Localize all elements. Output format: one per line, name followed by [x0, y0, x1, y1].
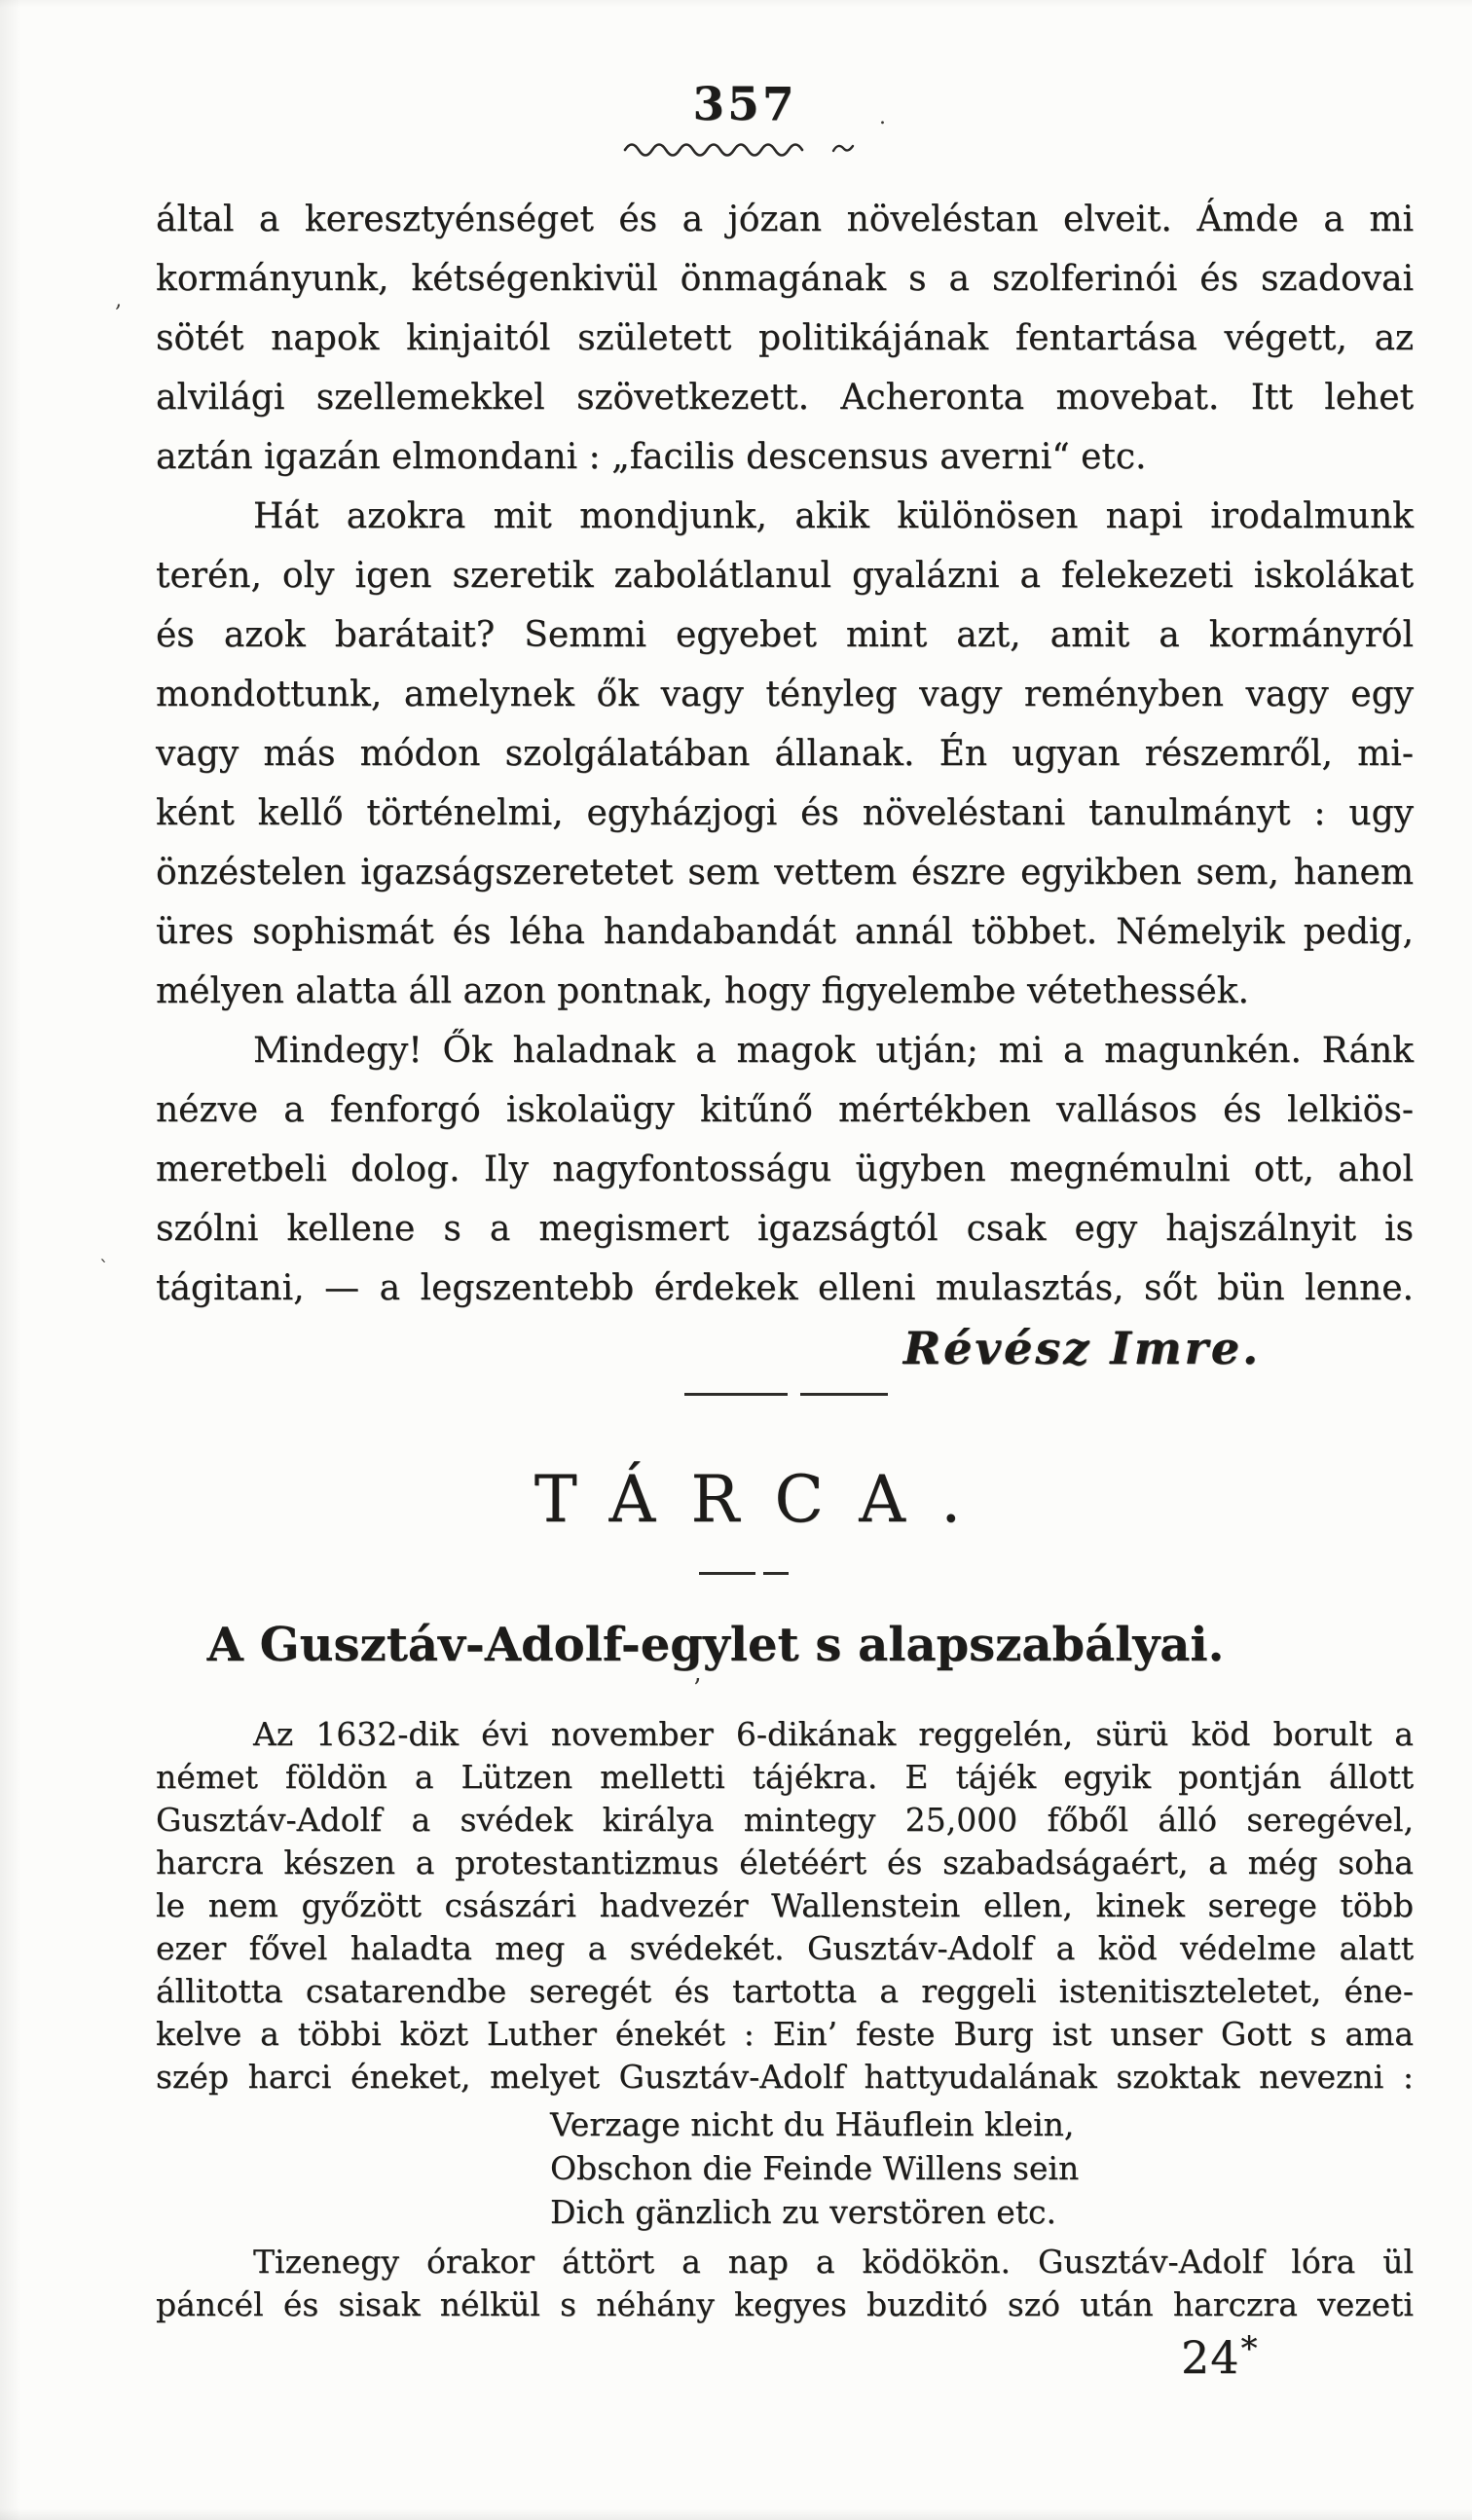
- paragraph: [156, 2241, 1414, 2326]
- text-line: szép harci éneket, melyet Gusztáv-Adolf hattyudalának szoktak nevezni :: [156, 2058, 1414, 2096]
- article-body: [156, 190, 1414, 1318]
- text-line: kormányunk, kétségenkivül önmagának s a szolferinói és szadovai: [156, 259, 1414, 299]
- scan-edge-shadow-bottom: [0, 2508, 1472, 2520]
- footer-asterisk: *: [1240, 2329, 1259, 2368]
- paragraph: [156, 1713, 1414, 2099]
- section-divider-rule-small: [699, 1572, 789, 1575]
- page-footer-signature-number: [1181, 2329, 1259, 2384]
- tarca-article-title: A Gusztáv-Adolf-egylet s alapszabályai.: [206, 1618, 1225, 1672]
- text-line: önzéstelen igazságszeretetet sem vettem észre egyikben sem, hanem: [156, 853, 1414, 893]
- text-line: vagy más módon szolgálatában állanak. Én ugyan részemről, mi-: [156, 734, 1414, 774]
- scan-edge-shadow-left: [0, 0, 21, 2520]
- text-line: Mindegy! Ők haladnak a magok utján; mi a magunkén. Ránk: [253, 1031, 1414, 1071]
- text-line: állitotta csatarendbe seregét és tartotta a reggeli istenitiszteletet, éne-: [156, 1972, 1414, 2010]
- text-line: Dich gänzlich zu verstören etc.: [550, 2193, 1056, 2231]
- text-line: alvilági szellemekkel szövetkezett. Acheronta movebat. Itt lehet: [156, 378, 1414, 418]
- text-line: páncél és sisak nélkül s néhány kegyes buzditó szó után harczra vezeti: [156, 2285, 1414, 2323]
- text-line: le nem győzött császári hadvezér Wallenstein ellen, kinek serege több: [156, 1886, 1414, 1924]
- ink-mark: ’: [693, 1674, 702, 1703]
- text-line: Gusztáv-Adolf a svédek királya mintegy 25,000 főből álló seregével,: [156, 1801, 1414, 1839]
- text-line: terén, oly igen szeretik zabolátlanul gyalázni a felekezeti iskolákat: [156, 556, 1414, 596]
- text-line: tágitani, — a legszentebb érdekek elleni mulasztás, sőt bün lenne.: [156, 1268, 1414, 1308]
- text-line: sötét napok kinjaitól született politikájának fentartása végett, az: [156, 318, 1414, 358]
- text-line: Az 1632-dik évi november 6-dikának reggelén, sürü köd borult a: [253, 1715, 1414, 1753]
- tarca-section-title: TÁRCA.: [534, 1462, 997, 1537]
- text-line: német földön a Lützen melletti tájékra. E tájék egyik pontján állott: [156, 1758, 1414, 1796]
- paragraph: [156, 487, 1414, 1021]
- paragraph: [156, 1021, 1414, 1318]
- text-line: nézve a fenforgó iskolaügy kitűnő mértékben vallásos és lelkiös-: [156, 1090, 1414, 1130]
- paragraph: [156, 190, 1414, 487]
- text-line: Obschon die Feinde Willens sein: [550, 2149, 1080, 2187]
- text-line: Hát azokra mit mondjunk, akik különösen napi irodalmunk: [253, 496, 1414, 536]
- text-line: üres sophismát és léha handabandát annál többet. Némelyik pedig,: [156, 912, 1414, 952]
- footer-number: 24: [1181, 2331, 1240, 2384]
- text-line: által a keresztyénséget és a józan növeléstan elveit. Ámde a mi: [156, 200, 1414, 239]
- text-line: harcra készen a protestantizmus életéért és szabadságaért, a még soha: [156, 1844, 1414, 1881]
- tarca-article-body: [156, 1713, 1414, 2326]
- text-line: meretbeli dolog. Ily nagyfontosságu ügyben megnémulni ott, ahol: [156, 1150, 1414, 1189]
- wavy-rule-ornament: [623, 137, 859, 159]
- text-line: Tizenegy órakor áttört a nap a ködökön. Gusztáv-Adolf lóra ül: [253, 2243, 1414, 2281]
- text-line: ezer fővel haladta meg a svédekét. Gusztáv-Adolf a köd védelme alatt: [156, 1929, 1414, 1967]
- text-line: mélyen alatta áll azon pontnak, hogy figyelembe vétethessék.: [156, 971, 1249, 1011]
- ink-mark: `: [99, 1256, 109, 1279]
- text-line: aztán igazán elmondani : „facilis descensus averni“ etc.: [156, 437, 1147, 477]
- text-line: kelve a többi közt Luther énekét : Ein’ feste Burg ist unser Gott s ama: [156, 2015, 1414, 2053]
- text-line: Verzage nicht du Häuflein klein,: [550, 2105, 1075, 2143]
- ink-mark: ‚: [115, 288, 122, 312]
- author-signature: Révész Imre.: [902, 1322, 1261, 1374]
- scan-edge-shadow-top: [0, 0, 1472, 8]
- section-divider-rule: [684, 1393, 888, 1396]
- text-line: szólni kellene s a megismert igazságtól csak egy hajszálnyit is: [156, 1209, 1414, 1249]
- page-number: 357: [692, 78, 797, 131]
- text-line: és azok barátait? Semmi egyebet mint azt, amit a kormányról: [156, 615, 1414, 655]
- verse-block: [550, 2102, 1079, 2234]
- text-line: mondottunk, amelynek ők vagy tényleg vagy reményben vagy egy: [156, 675, 1414, 714]
- ink-mark: .: [879, 105, 886, 129]
- text-line: ként kellő történelmi, egyházjogi és növeléstani tanulmányt : ugy: [156, 793, 1414, 833]
